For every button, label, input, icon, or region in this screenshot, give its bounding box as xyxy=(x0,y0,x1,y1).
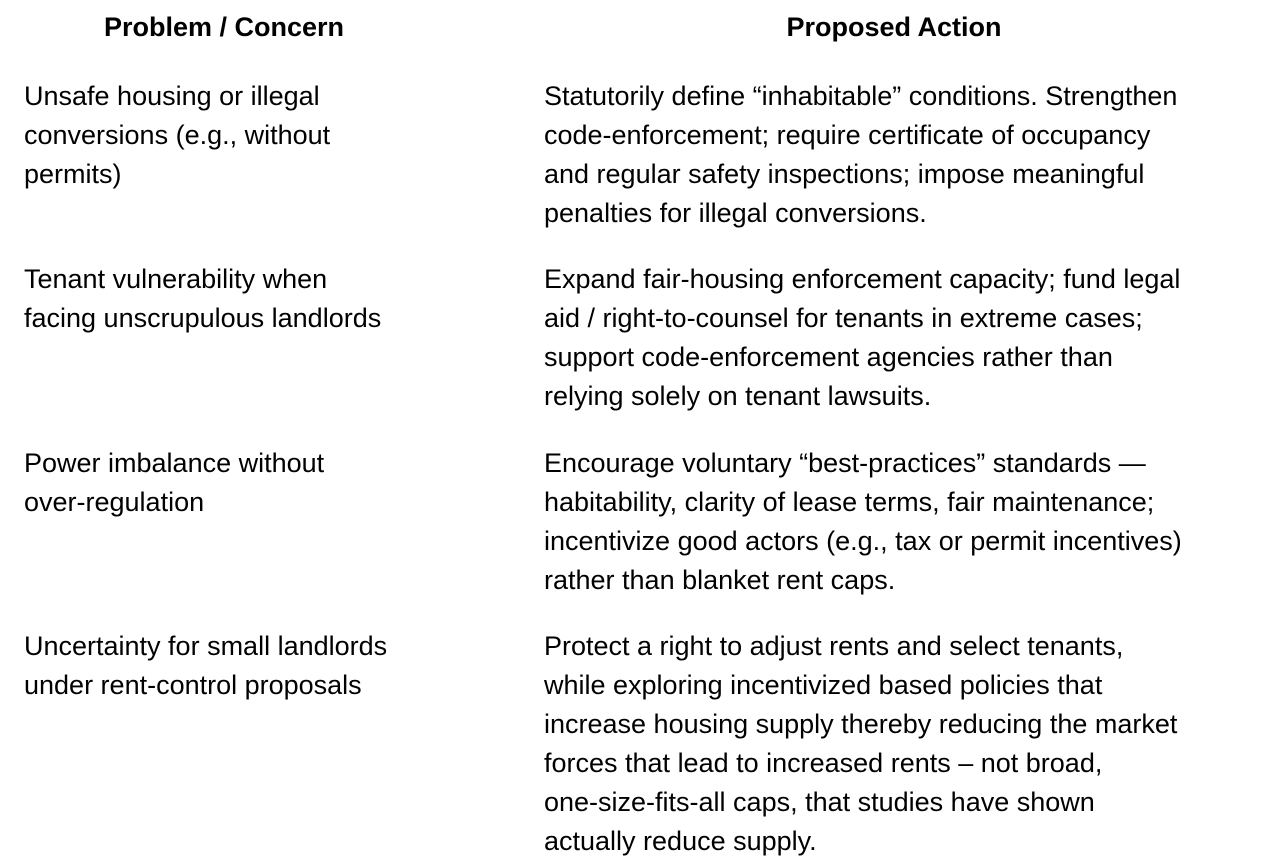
row-1-action: Statutorily define “inhabitable” conditions. Strengthen code-enforcement; require certificate of occupancy and regular safety inspections; impose meaningful penalties for illegal conversions. xyxy=(544,81,1178,228)
row-2-problem: Tenant vulnerability when facing unscrupulous landlords xyxy=(24,264,382,333)
row-4-problem: Uncertainty for small landlords under rent-control proposals xyxy=(24,631,388,700)
row-4-action: Protect a right to adjust rents and select tenants, while exploring incentivized based policies that increase housing supply thereby reducing the market forces that lead to increased rents – not broad, one-size-fits-all caps, that studies have shown actually reduce supply. xyxy=(544,631,1178,856)
problem-column-header: Problem / Concern xyxy=(103,12,345,42)
row-3-problem: Power imbalance without over-regulation xyxy=(24,448,325,517)
action-column-header: Proposed Action xyxy=(786,12,1002,42)
row-1-problem: Unsafe housing or illegal conversions (e.g., without permits) xyxy=(24,81,331,189)
row-3-action: Encourage voluntary “best-practices” standards — habitability, clarity of lease terms, fair maintenance; incentivize good actors (e.g., tax or permit incentives) rather than blanket rent caps. xyxy=(544,448,1182,595)
row-2-action: Expand fair-housing enforcement capacity; fund legal aid / right-to-counsel for tenants in extreme cases; support code-enforcement agencies rather than relying solely on tenant lawsuits. xyxy=(544,264,1181,411)
